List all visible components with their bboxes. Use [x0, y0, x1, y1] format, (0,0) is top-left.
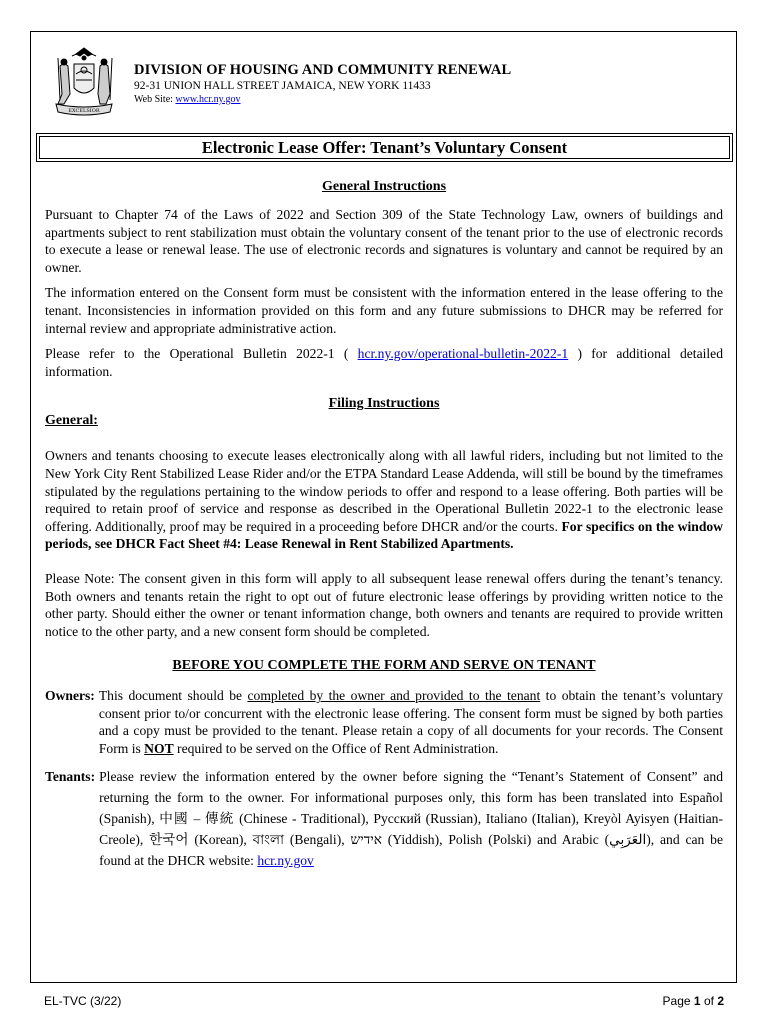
agency-address: 92-31 UNION HALL STREET JAMAICA, NEW YORK 11433: [134, 80, 431, 92]
general-paragraph-2: The information entered on the Consent form must be consistent with the information entered in the lease offering to the tenant. Inconsistencies in information provided on this form and any future submissions to DHCR may be referred for internal review and appropriate administrative action.: [45, 285, 723, 336]
ny-state-seal-icon: [46, 44, 122, 120]
general-instructions-heading: General Instructions: [321, 179, 447, 194]
general-subheading: General:: [45, 413, 98, 429]
page-number: Page 1 of 2: [662, 994, 724, 1008]
owners-instructions: Owners: This document should be completed by the owner and provided to the tenant to obtain the tenant’s voluntary consent prior to/or concurrent with the electronic lease offering. The consent form must be signed by both parties and a copy must be provided to the tenant. Please retain a copy of all documents for your records. The Consent Form is NOT required to be served on the Office of Rent Administration.: [45, 688, 724, 757]
tenants-instructions: Tenants: Please review the information entered by the owner before signing the “Tenant’s Statement of Consent” and returning the form to the owner. For informational purposes only, this form has been translated into Español (Spanish), 中國 – 傳統 (Chinese - Traditional), Русский (Russian), Italiano (Italian), Kreyòl Ayisyen (Haitian-Creole), 한국어 (Korean), বাংলা (Bengali), אידיש (Yiddish), Polish (Polski) and Arabic (العَرَبِي), and can be found at the DHCR website: hcr.ny.gov: [45, 766, 723, 871]
form-id: EL-TVC (3/22): [44, 994, 122, 1008]
website-link[interactable]: www.hcr.ny.gov: [175, 94, 241, 105]
general-paragraph-1: Pursuant to Chapter 74 of the Laws of 2022 and Section 309 of the State Technology Law, owners of buildings and apartments subject to rent stabilization must obtain the voluntary consent of the tenant prior to the use of electronic records to execute a lease or renewal lease. The use of electronic records and signatures is voluntary and cannot be required by an owner.: [45, 207, 723, 275]
filing-instructions-heading: Filing Instructions: [328, 396, 440, 412]
before-you-complete-heading: BEFORE YOU COMPLETE THE FORM AND SERVE ON TENANT: [172, 658, 596, 674]
general-paragraph-3: Please refer to the Operational Bulletin 2022-1 ( hcr.ny.gov/operational-bulletin-2022-1 ) for additional detailed information.: [45, 346, 723, 379]
form-title-box: [36, 133, 733, 162]
agency-website: Web Site: www.hcr.ny.gov: [134, 94, 241, 105]
form-body: [45, 178, 723, 871]
dhcr-website-link[interactable]: hcr.ny.gov: [257, 852, 314, 868]
agency-name: DIVISION OF HOUSING AND COMMUNITY RENEWAL: [134, 62, 512, 78]
tenants-label: Tenants:: [45, 768, 96, 784]
filing-paragraph-1: Owners and tenants choosing to execute leases electronically along with all lawful riders, including but not limited to the New York City Rent Stabilized Lease Rider and/or the ETPA Standard Lease Addenda, will still be bound by the timeframes stipulated by the regulations pertaining to the window periods to offer and respond to a lease offering. Both parties will be required to retain proof of service and response as described in the Operational Bulletin 2022-1 to the electronic lease offering. Additionally, proof may be required in a proceeding before DHCR and/or the courts. For specifics on the window periods, see DHCR Fact Sheet #4: Lease Renewal in Rent Stabilized Apartments.: [45, 448, 723, 552]
letterhead: [46, 44, 726, 124]
operational-bulletin-link[interactable]: hcr.ny.gov/operational-bulletin-2022-1: [357, 346, 569, 362]
svg-text:EXCELSIOR: EXCELSIOR: [68, 108, 100, 114]
owners-label: Owners:: [45, 688, 95, 704]
form-title: Electronic Lease Offer: Tenant’s Voluntary Consent: [201, 137, 568, 157]
filing-paragraph-2: Please Note: The consent given in this form will apply to all subsequent lease renewal offers during the tenant’s tenancy. Both owners and tenants retain the right to opt out of future electronic lease offerings by providing written notice to the other party. Should either the owner or tenant information change, both owners and tenants are required to provide written notice to the other party, and a new consent form should be completed.: [45, 570, 723, 639]
